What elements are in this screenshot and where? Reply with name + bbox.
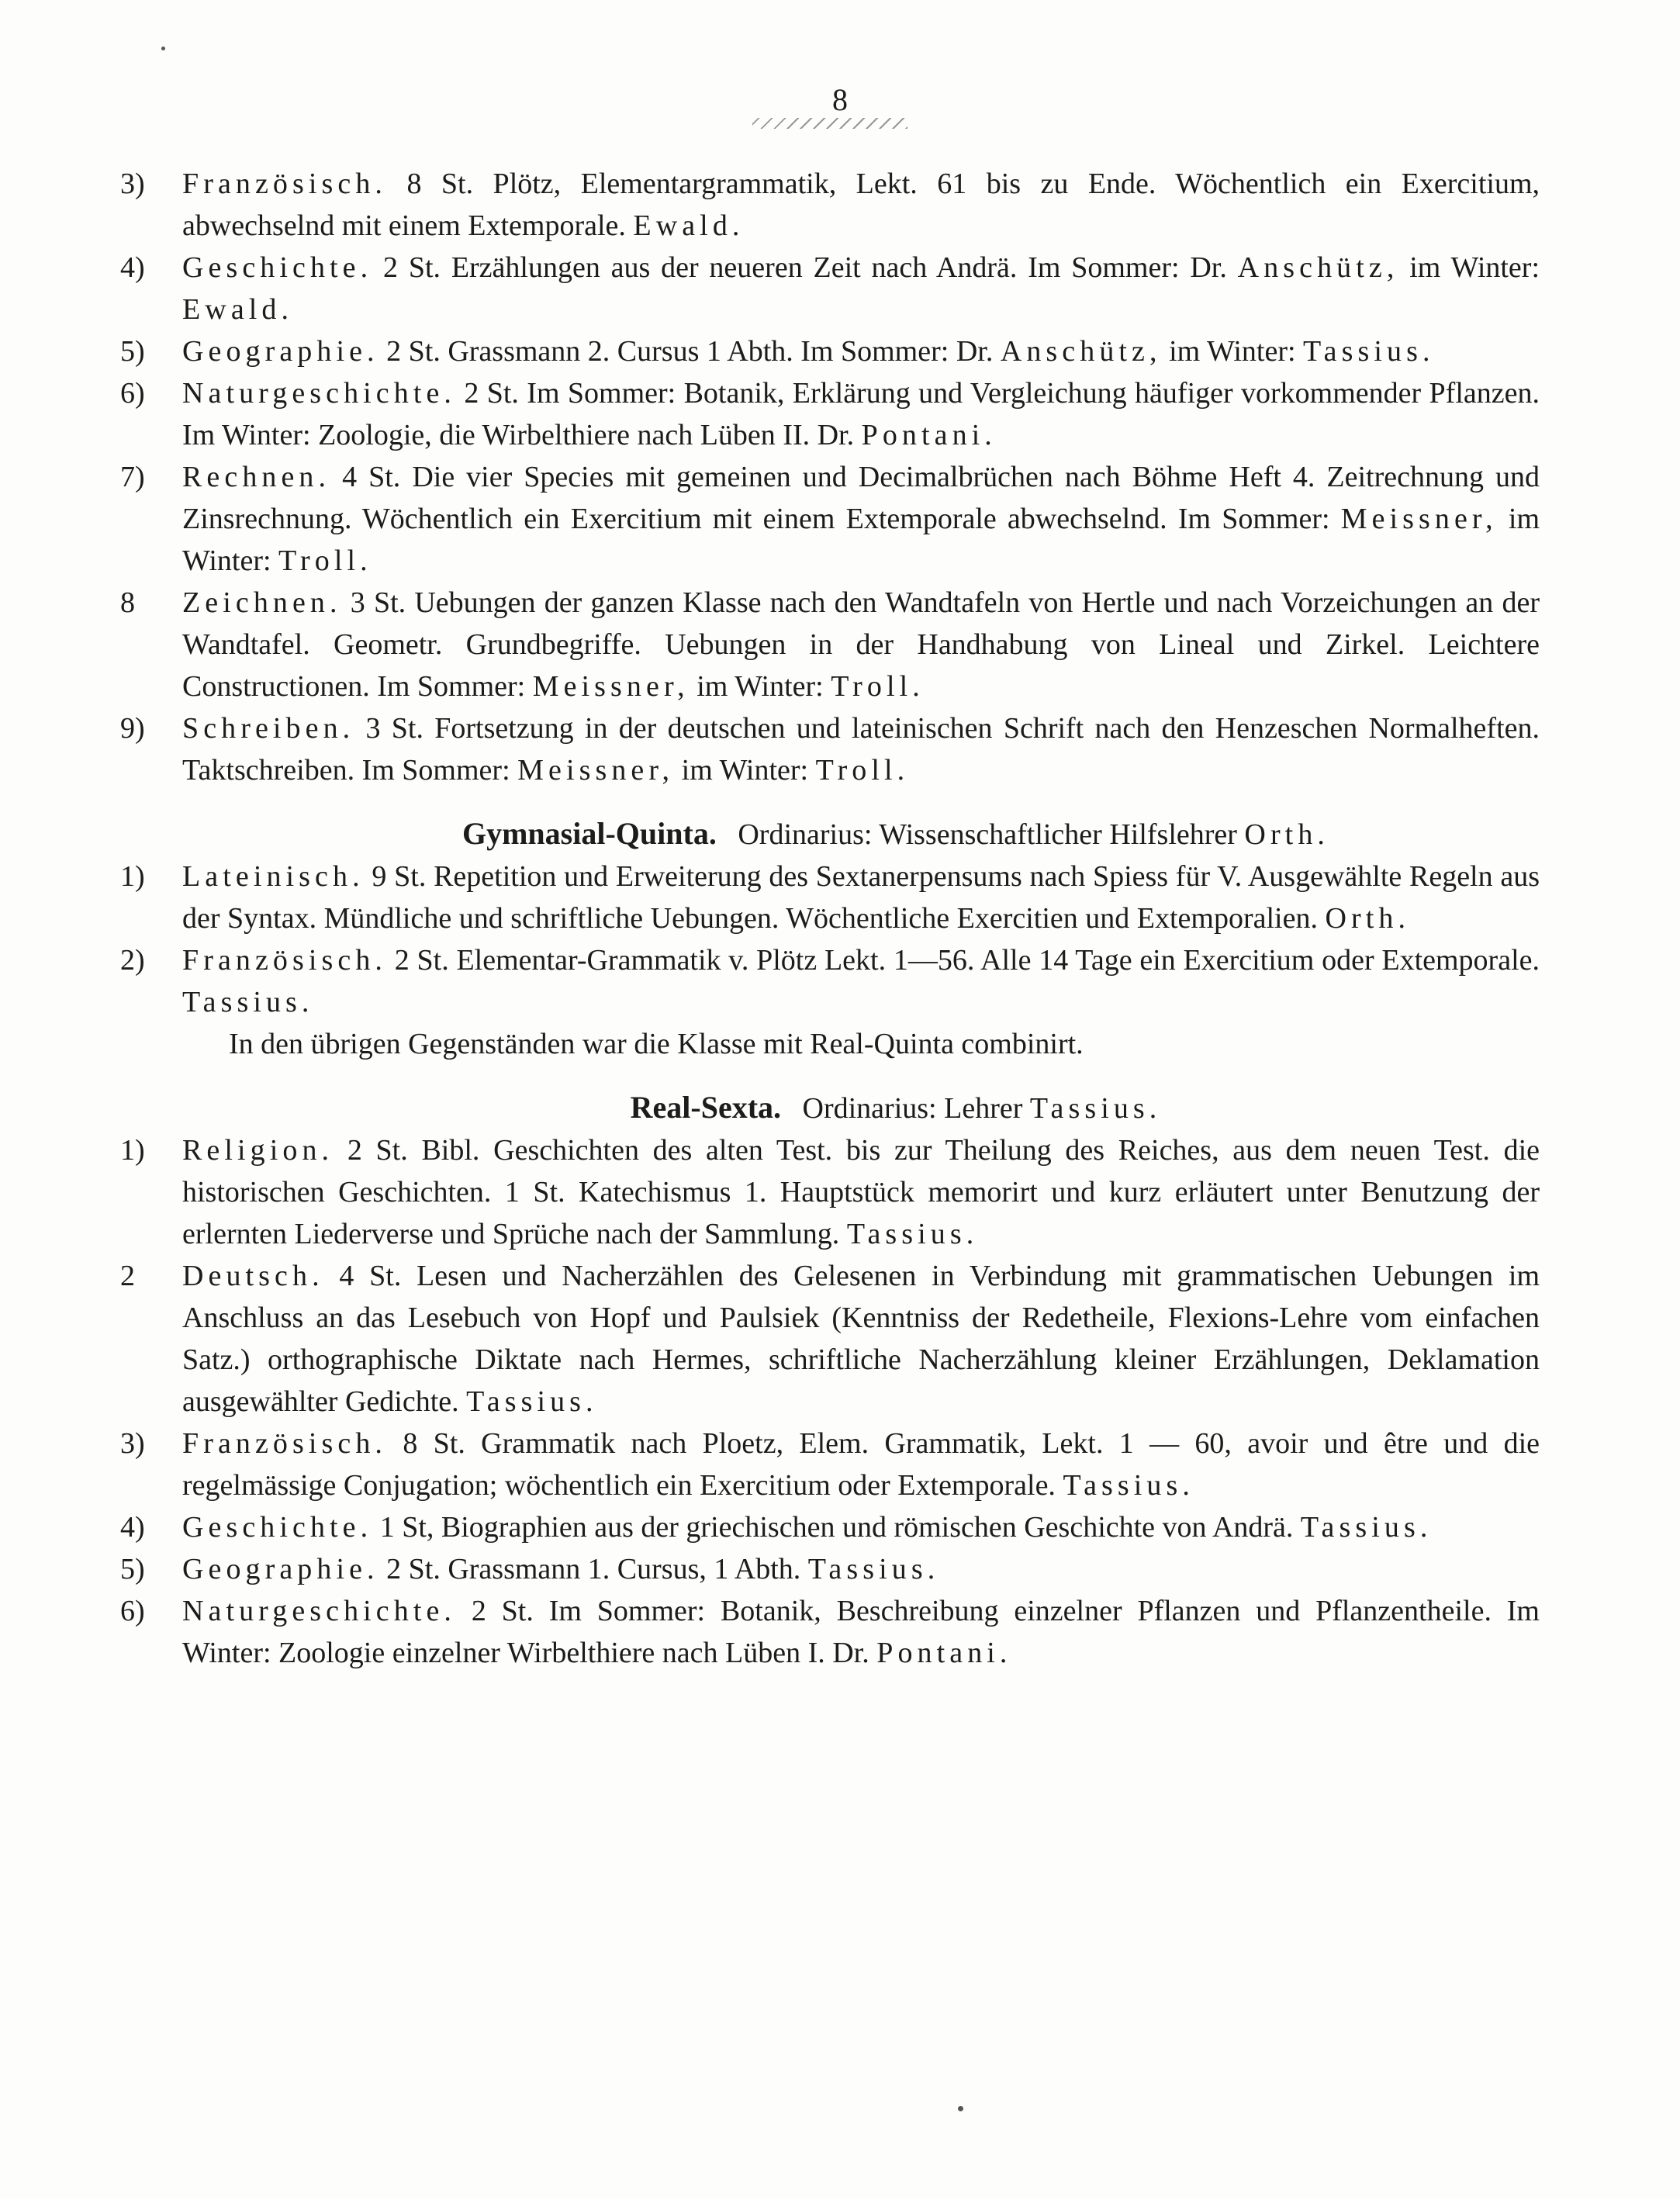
decorative-rule bbox=[752, 118, 907, 129]
entry-number: 8 bbox=[120, 586, 135, 619]
entry-religion bbox=[120, 1129, 1540, 1255]
entry-text: 2 St. Grassmann 2. Cursus 1 Abth. Im Sommer: Dr. bbox=[386, 335, 994, 368]
entry-text: im Winter: bbox=[1409, 251, 1540, 284]
entry-text: 3 St. Fortsetzung in der deutschen und lateinischen Schrift nach den Henzeschen Normalheften. Taktschreiben. Im Sommer: bbox=[182, 712, 1540, 787]
paper-speck bbox=[958, 2106, 963, 2111]
entry-teacher: Tassius. bbox=[846, 1218, 979, 1250]
entry-teacher: Anschütz, bbox=[1000, 335, 1162, 368]
entry-number: 6) bbox=[120, 377, 145, 410]
entry-subject: Deutsch. bbox=[182, 1260, 324, 1292]
entry-teacher: Pontani. bbox=[876, 1637, 1012, 1669]
entry-teacher: Tassius. bbox=[1063, 1469, 1194, 1502]
entry-franzoesisch bbox=[120, 163, 1540, 247]
ordinarius-label: Ordinarius: Wissenschaftlicher Hilfslehrer bbox=[738, 818, 1237, 851]
entry-zeichnen bbox=[120, 582, 1540, 707]
entry-teacher: Pontani. bbox=[861, 419, 997, 451]
section-heading bbox=[120, 1087, 1540, 1129]
entry-text: 2 St. Im Sommer: Botanik, Beschreibung einzelner Pflanzen und Pflanzentheile. Im Winter: Zoologie einzelner Wirbelthiere nach Lüben I. Dr. bbox=[182, 1595, 1540, 1669]
ordinarius-name: Orth. bbox=[1244, 818, 1329, 851]
entry-number: 1) bbox=[120, 860, 145, 893]
entry-schreiben bbox=[120, 707, 1540, 791]
entry-teacher: Tassius. bbox=[466, 1385, 598, 1418]
entry-teacher: Orth. bbox=[1325, 902, 1411, 935]
entry-teacher: Troll. bbox=[831, 670, 925, 703]
entry-number: 2) bbox=[120, 944, 145, 977]
section-gymnasial-quinta bbox=[120, 813, 1540, 1065]
entry-text: im Winter: bbox=[697, 670, 824, 703]
entry-subject: Französisch. bbox=[182, 1427, 387, 1460]
entry-teacher: Troll. bbox=[815, 754, 910, 787]
paper-speck bbox=[161, 47, 165, 50]
section-top bbox=[120, 163, 1540, 791]
entry-teacher: Meissner, bbox=[532, 670, 690, 703]
entry-number: 9) bbox=[120, 712, 145, 745]
entry-teacher: Meissner, bbox=[517, 754, 675, 787]
entry-subject: Französisch. bbox=[182, 944, 387, 977]
entry-text: im Winter: bbox=[1169, 335, 1296, 368]
entry-subject: Religion. bbox=[182, 1134, 334, 1167]
section-real-sexta bbox=[120, 1087, 1540, 1674]
entry-number: 4) bbox=[120, 1511, 145, 1544]
entry-subject: Geschichte. bbox=[182, 1511, 373, 1544]
entry-text: 2 St. Erzählungen aus der neueren Zeit nach Andrä. Im Sommer: Dr. bbox=[383, 251, 1227, 284]
entry-subject: Geographie. bbox=[182, 1553, 379, 1585]
entry-teacher: Ewald. bbox=[182, 293, 294, 326]
entry-subject: Geographie. bbox=[182, 335, 379, 368]
entry-teacher: Meissner, bbox=[1340, 503, 1498, 535]
entry-naturgeschichte bbox=[120, 372, 1540, 456]
entry-text: 2 St. Elementar-Grammatik v. Plötz Lekt. 1—56. Alle 14 Tage ein Exercitium oder Extemporale. bbox=[394, 944, 1540, 977]
entry-number: 1) bbox=[120, 1134, 145, 1167]
entry-text: im Winter: bbox=[681, 754, 809, 787]
entry-text: 9 St. Repetition und Erweiterung des Sextanerpensums nach Spiess für V. Ausgewählte Regeln aus der Syntax. Mündliche und schriftliche Uebungen. Wöchentliche Exercitien und Extemporalien. bbox=[182, 860, 1540, 935]
entry-teacher: Tassius. bbox=[1303, 335, 1435, 368]
page-number: 8 bbox=[832, 82, 848, 117]
entry-subject: Zeichnen. bbox=[182, 586, 342, 619]
entry-franzoesisch bbox=[120, 939, 1540, 1023]
document-body bbox=[120, 163, 1540, 1674]
entry-teacher: Tassius. bbox=[182, 986, 314, 1018]
section-title: Real-Sexta. bbox=[630, 1090, 782, 1125]
entry-text: 3 St. Uebungen der ganzen Klasse nach den Wandtafeln von Hertle und nach Vorzeichungen an der Wandtafel. Geometr. Grundbegriffe. Uebungen in der Handhabung von Lineal und Zirkel. Leichtere Constructionen. Im Sommer: bbox=[182, 586, 1540, 703]
entry-number: 7) bbox=[120, 461, 145, 493]
entry-teacher: Tassius. bbox=[1300, 1511, 1433, 1544]
entry-text: 2 St. Bibl. Geschichten des alten Test. bis zur Theilung des Reiches, aus dem neuen Test. die historischen Geschichten. 1 St. Katechismus 1. Hauptstück memorirt und kurz erläutert unter Benutzung der erlernten Liederverse und Sprüche nach der Sammlung. bbox=[182, 1134, 1540, 1250]
entry-teacher: Anschütz, bbox=[1237, 251, 1399, 284]
entry-subject: Lateinisch. bbox=[182, 860, 365, 893]
entry-text: 4 St. Die vier Species mit gemeinen und Decimalbrüchen nach Böhme Heft 4. Zeitrechnung und Zinsrechnung. Wöchentlich ein Exercitium mit einem Extemporale abwechselnd. Im Sommer: bbox=[182, 461, 1540, 535]
entry-number: 5) bbox=[120, 335, 145, 368]
entry-lateinisch bbox=[120, 856, 1540, 939]
entry-naturgeschichte bbox=[120, 1590, 1540, 1674]
entry-geographie bbox=[120, 330, 1540, 372]
entry-teacher: Ewald. bbox=[633, 209, 745, 242]
entry-number: 6) bbox=[120, 1595, 145, 1627]
entry-text: 8 St. Grammatik nach Ploetz, Elem. Grammatik, Lekt. 1 — 60, avoir und être und die regelmässige Conjugation; wöchentlich ein Exercitium oder Extemporale. bbox=[182, 1427, 1540, 1502]
entry-subject: Schreiben. bbox=[182, 712, 355, 745]
entry-subject: Naturgeschichte. bbox=[182, 377, 456, 410]
entry-deutsch bbox=[120, 1255, 1540, 1423]
entry-text: 8 St. Plötz, Elementargrammatik, Lekt. 61 bis zu Ende. Wöchentlich ein Exercitium, abwechselnd mit einem Extemporale. bbox=[182, 168, 1540, 242]
ordinarius-label: Ordinarius: Lehrer bbox=[802, 1092, 1023, 1125]
entry-number: 3) bbox=[120, 168, 145, 200]
section-note: In den übrigen Gegenständen war die Klasse mit Real-Quinta combinirt. bbox=[229, 1028, 1084, 1060]
section-heading bbox=[120, 813, 1540, 856]
entry-geschichte bbox=[120, 1506, 1540, 1548]
entry-text: 1 St, Biographien aus der griechischen und römischen Geschichte von Andrä. bbox=[379, 1511, 1294, 1544]
entry-geschichte bbox=[120, 247, 1540, 330]
entry-number: 5) bbox=[120, 1553, 145, 1585]
entry-teacher: Tassius. bbox=[807, 1553, 940, 1585]
entry-rechnen bbox=[120, 456, 1540, 582]
entry-teacher: Troll. bbox=[278, 545, 372, 577]
entry-text: 2 St. Grassmann 1. Cursus, 1 Abth. bbox=[386, 1553, 801, 1585]
ordinarius-name: Tassius. bbox=[1029, 1092, 1162, 1125]
entry-subject: Französisch. bbox=[182, 168, 387, 200]
entry-text: im Winter: bbox=[182, 503, 1540, 577]
entry-franzoesisch bbox=[120, 1423, 1540, 1506]
entry-text: 4 St. Lesen und Nacherzählen des Gelesenen in Verbindung mit grammatischen Uebungen im Anschluss an das Lesebuch von Hopf und Paulsiek (Kenntniss der Redetheile, Flexions-Lehre vom einfachen Satz.) orthographische Diktate nach Hermes, schriftliche Nacherzählung kleiner Erzählungen, Deklamation ausgewählter Gedichte. bbox=[182, 1260, 1540, 1418]
entry-text: 2 St. Im Sommer: Botanik, Erklärung und Vergleichung häufiger vorkommender Pflanzen. Im Winter: Zoologie, die Wirbelthiere nach Lüben II. Dr. bbox=[182, 377, 1540, 451]
entry-subject: Rechnen. bbox=[182, 461, 331, 493]
entry-subject: Naturgeschichte. bbox=[182, 1595, 456, 1627]
entry-number: 4) bbox=[120, 251, 145, 284]
entry-geographie bbox=[120, 1548, 1540, 1590]
entry-number: 2 bbox=[120, 1260, 135, 1292]
entry-number: 3) bbox=[120, 1427, 145, 1460]
entry-subject: Geschichte. bbox=[182, 251, 373, 284]
section-title: Gymnasial-Quinta. bbox=[462, 816, 717, 851]
